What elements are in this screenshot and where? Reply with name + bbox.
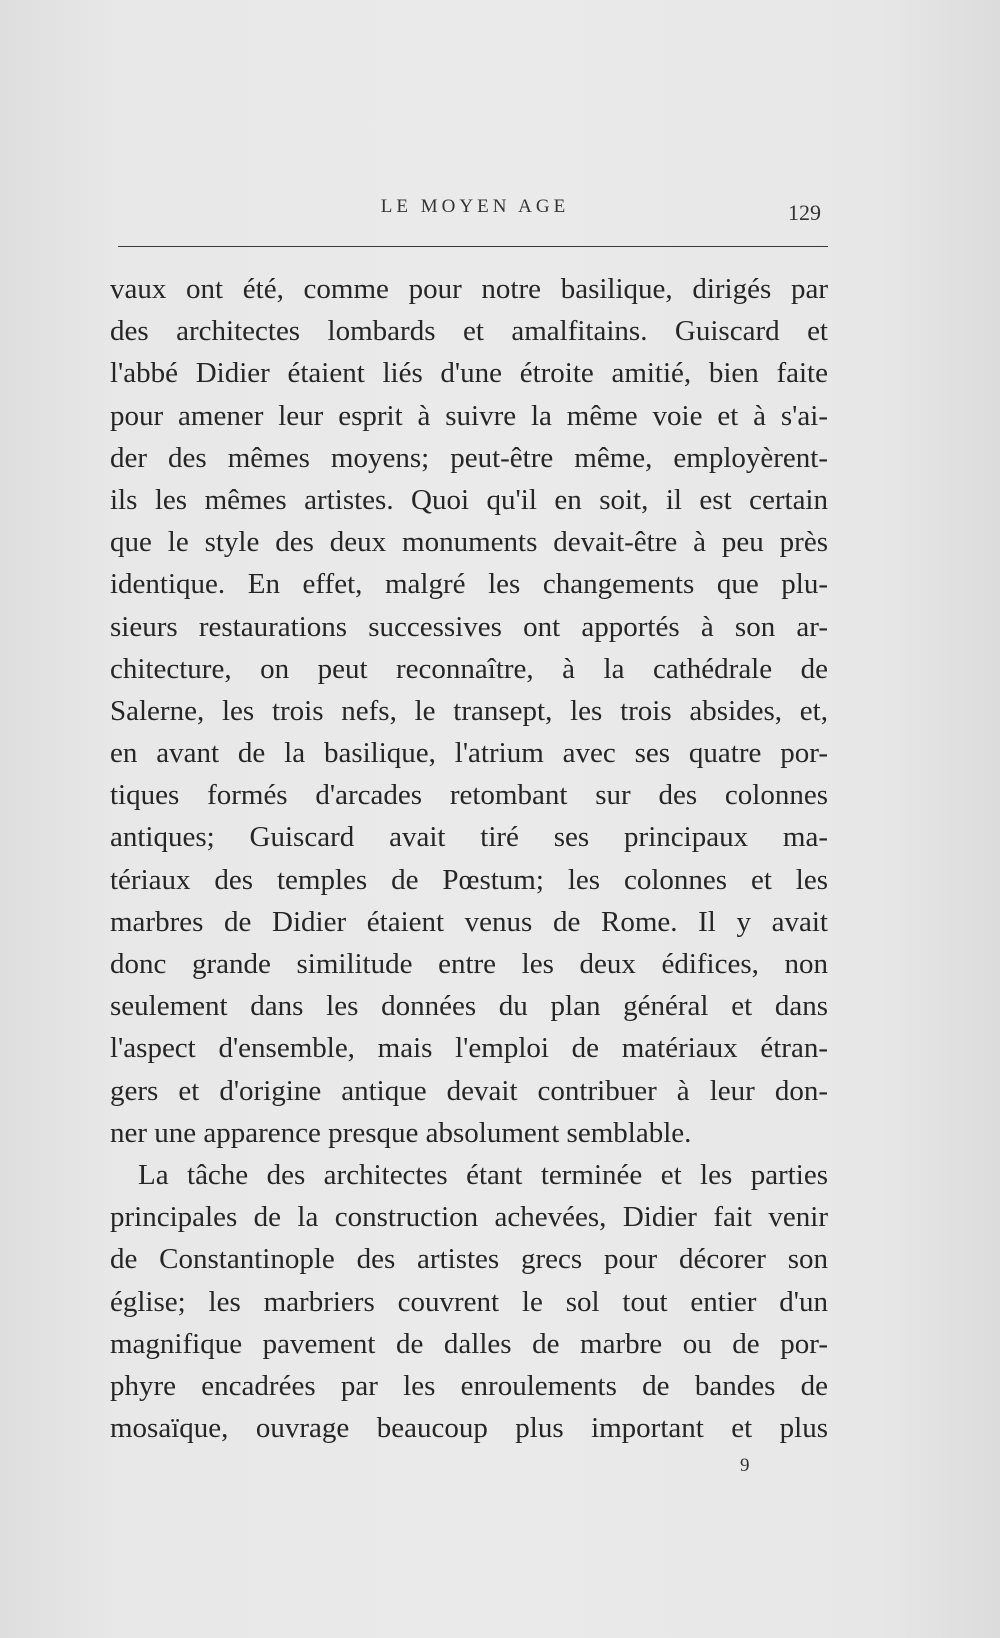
text-line: Salerne, les trois nefs, le transept, les trois absides, et,	[110, 694, 828, 727]
paragraph-start-line: La tâche des architectes étant terminée et les parties	[138, 1158, 828, 1191]
text-line: antiques; Guiscard avait tiré ses principaux ma-	[110, 821, 828, 854]
text-line: l'aspect d'ensemble, mais l'emploi de matériaux étran-	[110, 1032, 828, 1065]
text-line: sieurs restaurations successives ont apportés à son ar-	[110, 610, 828, 643]
text-line: tériaux des temples de Pœstum; les colonnes et les	[110, 863, 828, 896]
text-line: principales de la construction achevées, Didier fait venir	[110, 1201, 828, 1234]
page-number: 129	[788, 200, 821, 225]
text-line: en avant de la basilique, l'atrium avec ses quatre por-	[110, 737, 828, 770]
body-text	[110, 268, 828, 1449]
text-line: der des mêmes moyens; peut-être même, employèrent-	[110, 441, 828, 474]
running-head: LE MOYEN AGE	[380, 196, 570, 217]
text-line: identique. En effet, malgré les changements que plu-	[110, 568, 828, 601]
text-line: marbres de Didier étaient venus de Rome. Il y avait	[110, 905, 828, 938]
text-line: gers et d'origine antique devait contribuer à leur don-	[110, 1074, 828, 1107]
text-line: chitecture, on peut reconnaître, à la cathédrale de	[110, 652, 828, 685]
text-line: ils les mêmes artistes. Quoi qu'il en soit, il est certain	[110, 483, 828, 516]
text-line: vaux ont été, comme pour notre basilique, dirigés par	[110, 273, 828, 305]
text-line: église; les marbriers couvrent le sol tout entier d'un	[110, 1285, 828, 1318]
text-line: seulement dans les données du plan général et dans	[110, 990, 828, 1023]
paragraph-end-line: ner une apparence presque absolument semblable.	[110, 1116, 692, 1149]
text-line: magnifique pavement de dalles de marbre ou de por-	[110, 1327, 828, 1360]
signature-mark: 9	[740, 1455, 750, 1476]
text-line: des architectes lombards et amalfitains. Guiscard et	[110, 315, 828, 348]
text-line: mosaïque, ouvrage beaucoup plus important et plus	[110, 1412, 828, 1445]
text-line: donc grande similitude entre les deux édifices, non	[110, 948, 828, 980]
text-line: l'abbé Didier étaient liés d'une étroite amitié, bien faite	[110, 357, 828, 390]
text-line: pour amener leur esprit à suivre la même voie et à s'ai-	[110, 399, 828, 432]
text-line: tiques formés d'arcades retombant sur des colonnes	[110, 779, 828, 812]
text-line: phyre encadrées par les enroulements de bandes de	[110, 1369, 828, 1402]
header-rule	[118, 246, 828, 247]
text-line: que le style des deux monuments devait-être à peu près	[110, 526, 828, 559]
text-line: de Constantinople des artistes grecs pour décorer son	[110, 1243, 828, 1276]
